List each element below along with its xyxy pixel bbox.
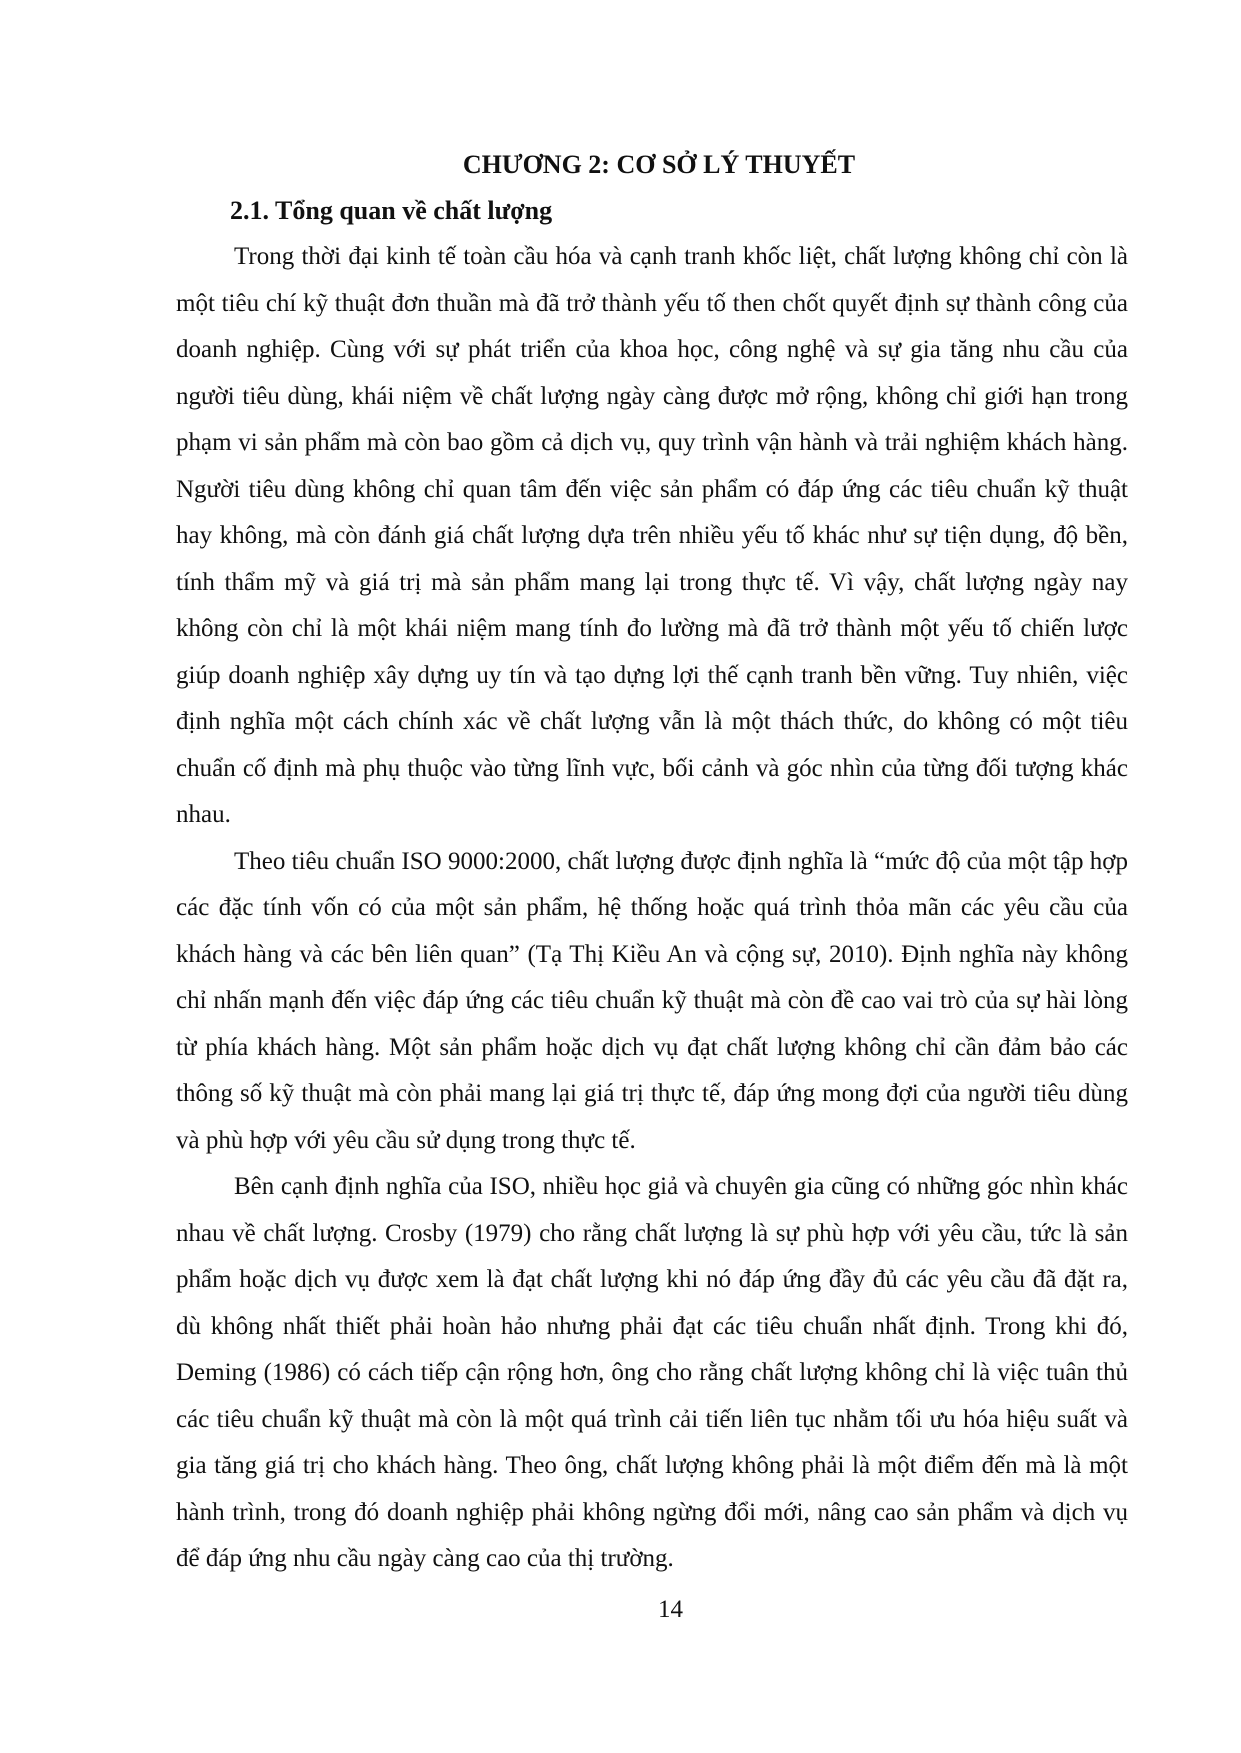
chapter-title: CHƯƠNG 2: CƠ SỞ LÝ THUYẾT xyxy=(462,150,856,179)
paragraph-3: Bên cạnh định nghĩa của ISO, nhiều học giả và chuyên gia cũng có những góc nhìn khác nhau về chất lượng. Crosby (1979) cho rằng chất lượng là sự phù hợp với yêu cầu, tức là sản phẩm hoặc dịch vụ được xem là đạt chất lượng khi nó đáp ứng đầy đủ các yêu cầu đã đặt ra, dù không nhất thiết phải hoàn hảo nhưng phải đạt các tiêu chuẩn nhất định. Trong khi đó, Deming (1986) có cách tiếp cận rộng hơn, ông cho rằng chất lượng không chỉ là việc tuân thủ các tiêu chuẩn kỹ thuật mà còn là một quá trình cải tiến liên tục nhằm tối ưu hóa hiệu suất và gia tăng giá trị cho khách hàng. Theo ông, chất lượng không phải là một điểm đến mà là một hành trình, trong đó doanh nghiệp phải không ngừng đổi mới, nâng cao sản phẩm và dịch vụ để đáp ứng nhu cầu ngày càng cao của thị trường. xyxy=(176,1173,1128,1572)
page-number: 14 xyxy=(658,1596,683,1623)
paragraph-1: Trong thời đại kinh tế toàn cầu hóa và cạnh tranh khốc liệt, chất lượng không chỉ còn là một tiêu chí kỹ thuật đơn thuần mà đã trở thành yếu tố then chốt quyết định sự thành công của doanh nghiệp. Cùng với sự phát triển của khoa học, công nghệ và sự gia tăng nhu cầu của người tiêu dùng, khái niệm về chất lượng ngày càng được mở rộng, không chỉ giới hạn trong phạm vi sản phẩm mà còn bao gồm cả dịch vụ, quy trình vận hành và trải nghiệm khách hàng. Người tiêu dùng không chỉ quan tâm đến việc sản phẩm có đáp ứng các tiêu chuẩn kỹ thuật hay không, mà còn đánh giá chất lượng dựa trên nhiều yếu tố khác như sự tiện dụng, độ bền, tính thẩm mỹ và giá trị mà sản phẩm mang lại trong thực tế. Vì vậy, chất lượng ngày nay không còn chỉ là một khái niệm mang tính đo lường mà đã trở thành một yếu tố chiến lược giúp doanh nghiệp xây dựng uy tín và tạo dựng lợi thế cạnh tranh bền vững. Tuy nhiên, việc định nghĩa một cách chính xác về chất lượng vẫn là một thách thức, do không có một tiêu chuẩn cố định mà phụ thuộc vào từng lĩnh vực, bối cảnh và góc nhìn của từng đối tượng khác nhau. xyxy=(176,243,1128,828)
page-content xyxy=(176,142,1128,1583)
paragraph-2: Theo tiêu chuẩn ISO 9000:2000, chất lượng được định nghĩa là “mức độ của một tập hợp các đặc tính vốn có của một sản phẩm, hệ thống hoặc quá trình thỏa mãn các yêu cầu của khách hàng và các bên liên quan” (Tạ Thị Kiều An và cộng sự, 2010). Định nghĩa này không chỉ nhấn mạnh đến việc đáp ứng các tiêu chuẩn kỹ thuật mà còn đề cao vai trò của sự hài lòng từ phía khách hàng. Một sản phẩm hoặc dịch vụ đạt chất lượng không chỉ cần đảm bảo các thông số kỹ thuật mà còn phải mang lại giá trị thực tế, đáp ứng mong đợi của người tiêu dùng và phù hợp với yêu cầu sử dụng trong thực tế. xyxy=(176,847,1128,1154)
section-heading: 2.1. Tổng quan về chất lượng xyxy=(230,196,553,225)
